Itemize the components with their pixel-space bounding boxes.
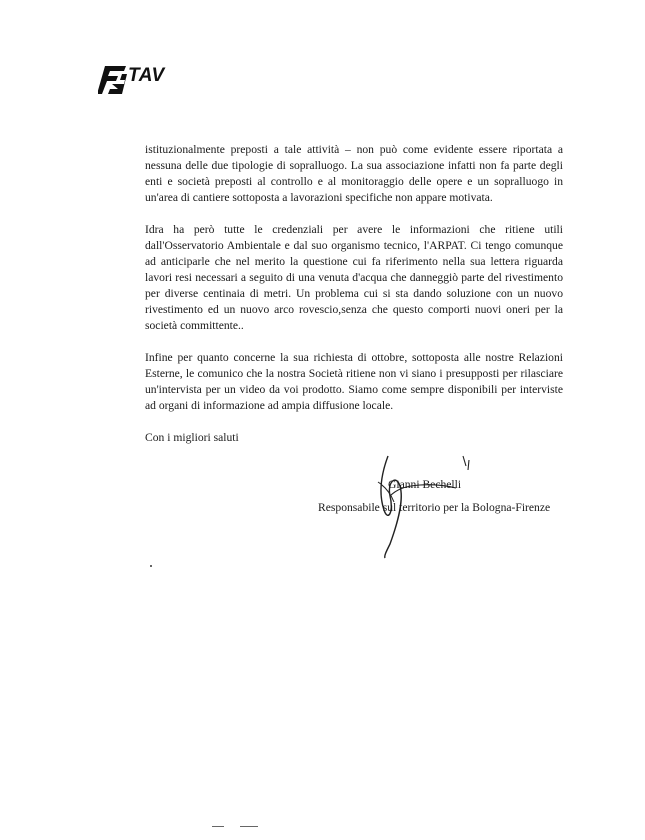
- logo-text: TAV: [128, 65, 165, 86]
- scan-speck: [240, 826, 258, 827]
- closing-salutation: Con i migliori saluti: [145, 431, 239, 444]
- paragraph-3: Infine per quanto concerne la sua richiesta di ottobre, sottoposta alle nostre Relazioni Esterne, le comunico che la nostra Società ritiene non vi siano i presupposti per rilasciare un'intervista per un video da voi prodotto. Siamo come sempre disponibili per interviste ad organi di informazione ad ampia diffusione locale.: [145, 351, 563, 412]
- scan-speck: [212, 826, 224, 827]
- paragraph-1: istituzionalmente preposti a tale attività – non può come evidente essere riportata a nessuna delle due tipologie di sopralluogo. La sua associazione infatti non fa parte degli enti e società preposti al controllo e al monitoraggio delle opere e un sopralluogo in un'area di cantiere sottoposta a lavorazioni specifiche non appare motivata.: [145, 143, 563, 204]
- signatory-name: Gianni Bechelli: [388, 478, 462, 491]
- company-logo: [98, 62, 208, 96]
- letter-body: [145, 142, 563, 462]
- scan-speck: [150, 565, 152, 567]
- signatory-role: Responsabile sul territorio per la Bologna-Firenze: [318, 501, 551, 514]
- fs-railway-logo-icon: [98, 62, 128, 96]
- paragraph-2: Idra ha però tutte le credenziali per avere le informazioni che ritiene utili dall'Osservatorio Ambientale e dal suo organismo tecnico, l'ARPAT. Ci tengo comunque ad anticiparle che nel merito la questione cui fa riferimento nella sua lettera riguarda lavori resi necessari a seguito di una venuta d'acqua che danneggiò parte del rivestimento per diverse centinaia di metri. Un problema cui si sta dando soluzione con un nuovo rivestimento ed un nuovo arco rovescio,senza che questo comporti nuovi oneri per la società committente..: [145, 223, 563, 332]
